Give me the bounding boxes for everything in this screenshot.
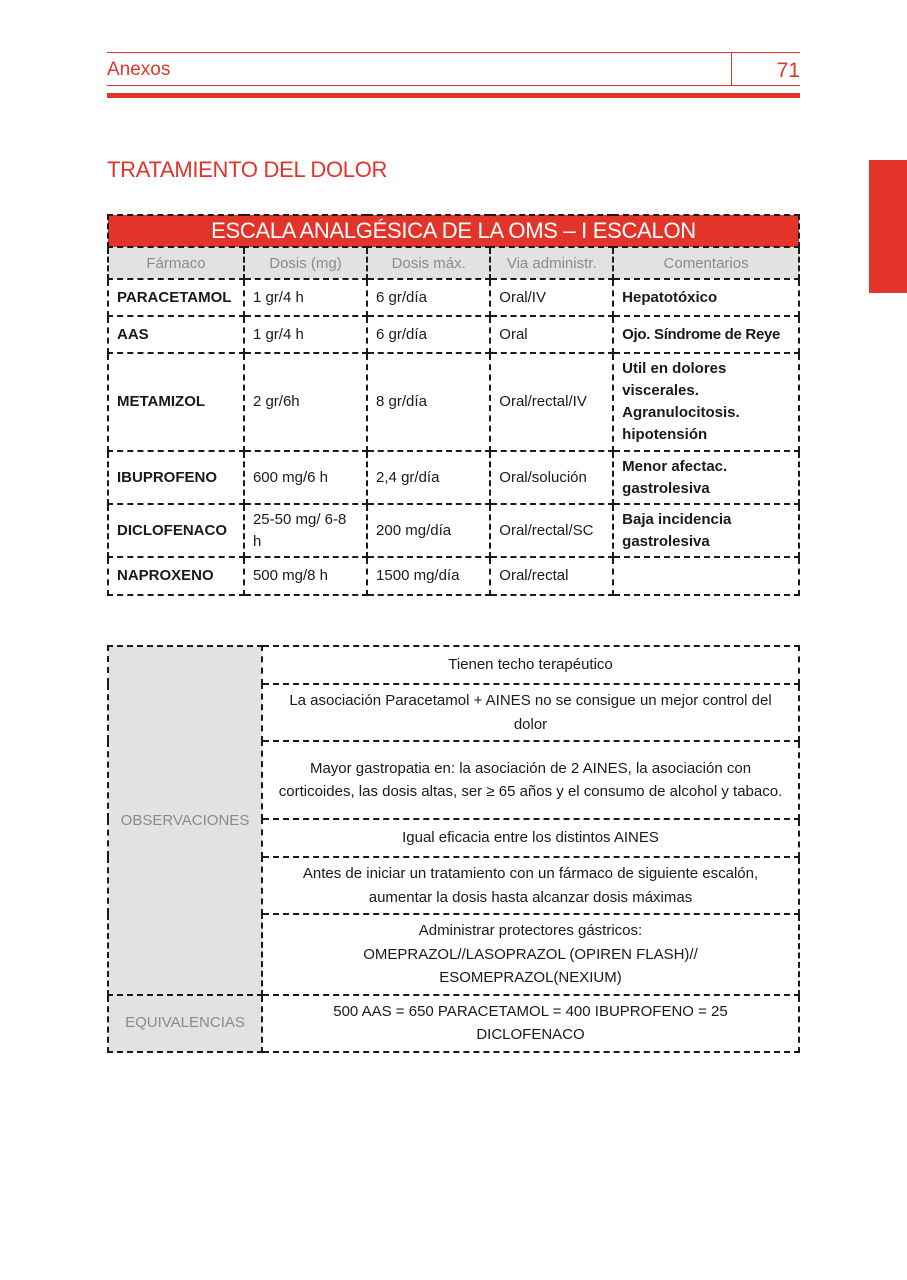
comment — [613, 557, 799, 595]
observations-table — [107, 645, 800, 1053]
column-header-dose: Dosis (mg) — [244, 247, 367, 279]
drug-name: PARACETAMOL — [108, 279, 244, 316]
table-row — [108, 504, 799, 557]
column-header-max-dose: Dosis máx. — [367, 247, 490, 279]
comment: Util en dolores viscerales. Agranulocitosis. hipotensión — [613, 353, 799, 451]
column-header-drug: Fármaco — [108, 247, 244, 279]
max-dose: 1500 mg/día — [367, 557, 490, 595]
route: Oral/rectal — [490, 557, 613, 595]
observation-item: Igual eficacia entre los distintos AINES — [262, 819, 799, 857]
comment: Baja incidencia gastrolesiva — [613, 504, 799, 557]
observation-item: Antes de iniciar un tratamiento con un fármaco de siguiente escalón, aumentar la dosis hasta alcanzar dosis máximas — [262, 857, 799, 914]
drug-name: AAS — [108, 316, 244, 353]
section-name: Anexos — [107, 59, 171, 80]
drug-name: METAMIZOL — [108, 353, 244, 451]
observations-label: OBSERVACIONES — [108, 646, 262, 995]
table-row — [108, 353, 799, 451]
table-row — [108, 557, 799, 595]
drug-name: NAPROXENO — [108, 557, 244, 595]
dose: 1 gr/4 h — [244, 279, 367, 316]
table-banner: ESCALA ANALGÉSICA DE LA OMS – I ESCALON — [108, 215, 799, 247]
comment: Menor afectac. gastrolesiva — [613, 451, 799, 504]
observation-item: Tienen techo terapéutico — [262, 646, 799, 684]
page-title: TRATAMIENTO DEL DOLOR — [107, 157, 388, 182]
analgesic-scale-table — [107, 214, 800, 596]
chapter-tab-marker — [869, 160, 907, 293]
max-dose: 6 gr/día — [367, 316, 490, 353]
header-separator — [731, 53, 732, 85]
observation-item: Mayor gastropatia en: la asociación de 2 AINES, la asociación con corticoides, las dosis altas, ser ≥ 65 años y el consumo de alcohol y tabaco. — [262, 741, 799, 819]
header-rule-top — [107, 52, 800, 53]
table-row — [108, 316, 799, 353]
comment: Hepatotóxico — [613, 279, 799, 316]
route: Oral/rectal/SC — [490, 504, 613, 557]
observation-item: Administrar protectores gástricos: OMEPRAZOL//LASOPRAZOL (OPIREN FLASH)// ESOMEPRAZOL(NEXIUM) — [262, 914, 799, 995]
header-thick-bar — [107, 93, 800, 98]
dose: 2 gr/6h — [244, 353, 367, 451]
equivalences-label: EQUIVALENCIAS — [108, 995, 262, 1052]
max-dose: 8 gr/día — [367, 353, 490, 451]
route: Oral — [490, 316, 613, 353]
header-rule-bottom — [107, 85, 800, 86]
table-row — [108, 279, 799, 316]
route: Oral/IV — [490, 279, 613, 316]
column-header-route: Via administr. — [490, 247, 613, 279]
observation-item: La asociación Paracetamol + AINES no se consigue un mejor control del dolor — [262, 684, 799, 741]
max-dose: 6 gr/día — [367, 279, 490, 316]
route: Oral/rectal/IV — [490, 353, 613, 451]
equivalences-text: 500 AAS = 650 PARACETAMOL = 400 IBUPROFENO = 25 DICLOFENACO — [262, 995, 799, 1052]
table-row — [108, 451, 799, 504]
max-dose: 200 mg/día — [367, 504, 490, 557]
comment: Ojo. Síndrome de Reye — [613, 316, 799, 353]
max-dose: 2,4 gr/día — [367, 451, 490, 504]
page-number: 71 — [776, 59, 800, 82]
dose: 600 mg/6 h — [244, 451, 367, 504]
dose: 25-50 mg/ 6-8 h — [244, 504, 367, 557]
route: Oral/solución — [490, 451, 613, 504]
column-header-comments: Comentarios — [613, 247, 799, 279]
dose: 1 gr/4 h — [244, 316, 367, 353]
drug-name: IBUPROFENO — [108, 451, 244, 504]
dose: 500 mg/8 h — [244, 557, 367, 595]
drug-name: DICLOFENACO — [108, 504, 244, 557]
